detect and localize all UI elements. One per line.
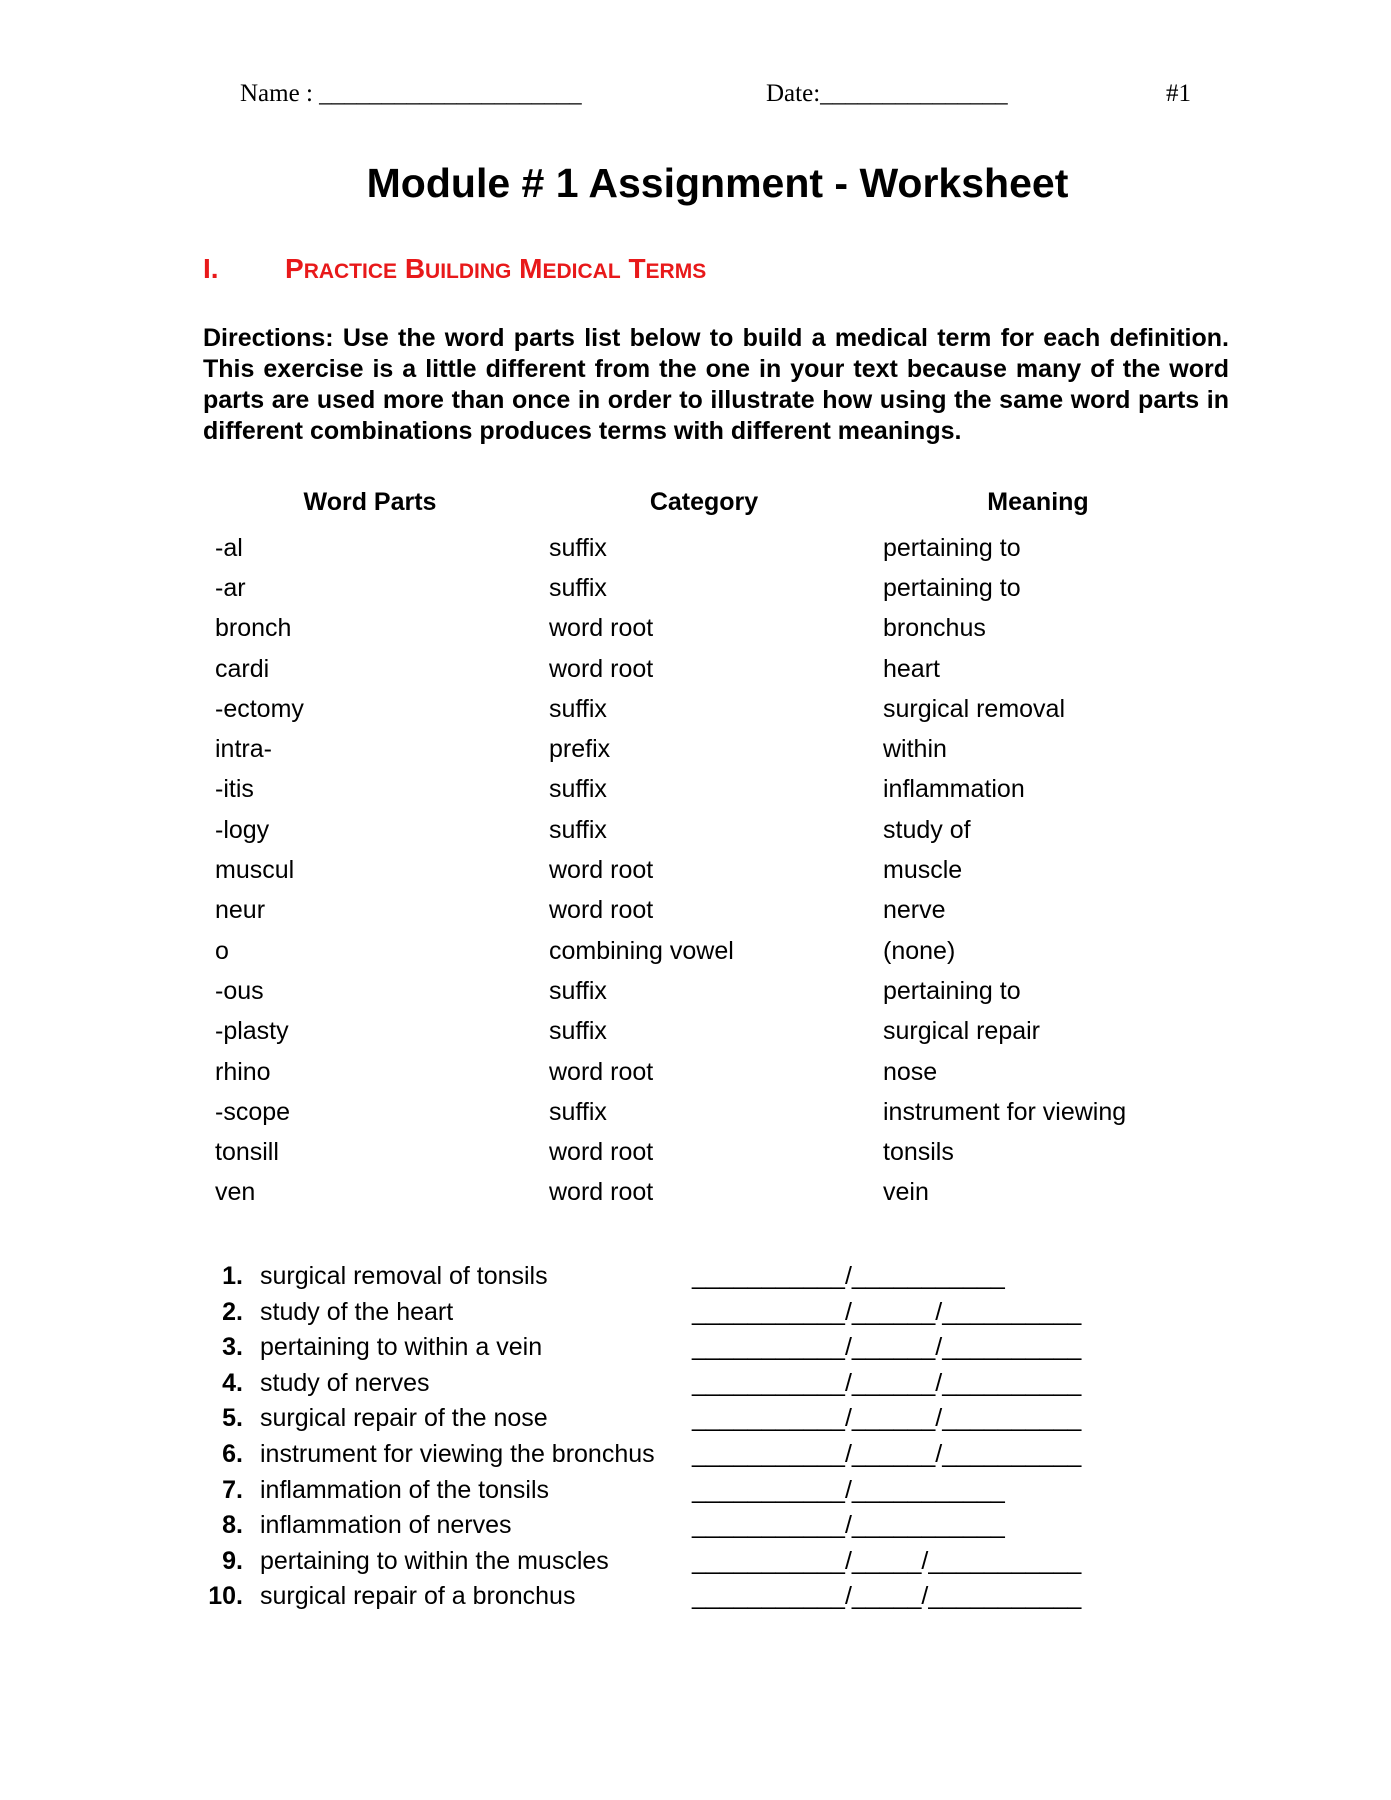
meaning-cell: study of — [883, 815, 971, 844]
category-cell: suffix — [549, 1097, 607, 1126]
meaning-cell: muscle — [883, 856, 963, 885]
question-text: surgical repair of a bronchus — [260, 1582, 576, 1611]
table-row — [203, 568, 1229, 608]
table-header — [203, 488, 1229, 528]
section-title-word: PRACTICE — [285, 253, 398, 284]
name-field[interactable] — [240, 80, 582, 108]
category-cell: suffix — [549, 694, 607, 723]
table-row — [203, 528, 1229, 568]
answer-blank[interactable]: ___________/_____/___________ — [692, 1546, 1082, 1575]
category-cell: word root — [549, 614, 654, 643]
word-part-cell: -scope — [215, 1097, 291, 1126]
question-text: study of nerves — [260, 1368, 430, 1397]
category-cell: word root — [549, 896, 654, 925]
table-row — [203, 689, 1229, 729]
section-title-word: MEDICAL — [519, 253, 621, 284]
meaning-cell: vein — [883, 1178, 929, 1207]
answer-blank[interactable]: ___________/___________ — [692, 1475, 1005, 1504]
word-part-cell: -al — [215, 533, 243, 562]
directions-text: Directions: Use the word parts list below to build a medical term for each definition. This exercise is a little different from the one in your text because many of the word parts are used more than once in order to illustrate how using the same word parts in different combinations produces terms with different meanings. — [203, 324, 1229, 445]
question-text: pertaining to within the muscles — [260, 1546, 609, 1575]
word-part-cell: tonsill — [215, 1138, 279, 1167]
category-cell: word root — [549, 1178, 654, 1207]
word-part-cell: bronch — [215, 614, 292, 643]
question-number: 8. — [222, 1511, 243, 1540]
meaning-cell: inflammation — [883, 775, 1025, 804]
table-row — [203, 1173, 1229, 1213]
answer-blank[interactable]: ___________/______/__________ — [692, 1297, 1082, 1326]
table-row — [203, 729, 1229, 769]
section-title — [285, 253, 706, 284]
column-header-category: Category — [649, 488, 759, 516]
question-number: 2. — [222, 1297, 243, 1326]
category-cell: suffix — [549, 775, 607, 804]
word-part-cell: rhino — [215, 1057, 271, 1086]
table-row — [203, 1132, 1229, 1172]
date-line[interactable]: _______________ — [820, 80, 1008, 107]
word-parts-table — [203, 488, 1229, 1213]
category-cell: word root — [549, 1138, 654, 1167]
meaning-cell: surgical removal — [883, 694, 1066, 723]
table-row — [203, 1052, 1229, 1092]
meaning-cell: pertaining to — [883, 533, 1021, 562]
category-cell: suffix — [549, 533, 607, 562]
category-cell: word root — [549, 1057, 654, 1086]
meaning-cell: pertaining to — [883, 976, 1021, 1005]
table-row — [203, 850, 1229, 890]
date-label: Date: — [766, 80, 821, 107]
meaning-cell: surgical repair — [883, 1017, 1041, 1046]
meaning-cell: heart — [883, 654, 940, 683]
table-row — [203, 891, 1229, 931]
meaning-cell: nerve — [883, 896, 946, 925]
section-title-word: TERMS — [628, 253, 707, 284]
category-cell: word root — [549, 856, 654, 885]
answer-blank[interactable]: ___________/___________ — [692, 1511, 1005, 1540]
section-title-word: BUILDING — [404, 253, 512, 284]
category-cell: suffix — [549, 1017, 607, 1046]
section-heading — [203, 253, 706, 285]
name-line[interactable]: _____________________ — [319, 80, 582, 107]
word-part-cell: o — [215, 936, 229, 965]
column-header-word-parts: Word Parts — [303, 488, 437, 516]
question-text: instrument for viewing the bronchus — [260, 1439, 655, 1468]
word-part-cell: cardi — [215, 654, 270, 683]
question-number: 9. — [222, 1546, 243, 1575]
answer-blank[interactable]: ___________/______/__________ — [692, 1404, 1082, 1433]
table-row — [203, 971, 1229, 1011]
category-cell: suffix — [549, 815, 607, 844]
category-cell: prefix — [549, 735, 611, 764]
date-field[interactable] — [766, 80, 1008, 108]
question-number: 10. — [208, 1582, 243, 1611]
question-text: inflammation of the tonsils — [260, 1475, 550, 1504]
question-number: 5. — [222, 1404, 243, 1433]
table-row — [203, 931, 1229, 971]
answer-blank[interactable]: ___________/_____/___________ — [692, 1582, 1082, 1611]
name-label: Name : — [240, 80, 313, 107]
word-part-cell: -ectomy — [215, 694, 304, 723]
meaning-cell: pertaining to — [883, 573, 1021, 602]
table-body — [203, 528, 1229, 1213]
question-number: 6. — [222, 1439, 243, 1468]
meaning-cell: within — [883, 735, 947, 764]
question-number: 7. — [222, 1475, 243, 1504]
answer-blank[interactable]: ___________/______/__________ — [692, 1368, 1082, 1397]
word-part-cell: -itis — [215, 775, 254, 804]
table-row — [203, 1092, 1229, 1132]
word-part-cell: -plasty — [215, 1017, 289, 1046]
question-text: inflammation of nerves — [260, 1511, 512, 1540]
word-part-cell: muscul — [215, 856, 295, 885]
meaning-cell: tonsils — [883, 1138, 954, 1167]
column-header-meaning: Meaning — [987, 488, 1089, 516]
word-part-cell: -ar — [215, 573, 246, 602]
section-numeral: I. — [203, 253, 219, 284]
question-text: surgical removal of tonsils — [260, 1262, 548, 1290]
question-number: 4. — [222, 1368, 243, 1397]
table-row — [203, 649, 1229, 689]
question-text: study of the heart — [260, 1297, 454, 1326]
answer-blank[interactable]: ___________/______/__________ — [692, 1333, 1082, 1362]
meaning-cell: instrument for viewing — [883, 1097, 1127, 1126]
question-number: 1. — [222, 1262, 243, 1290]
word-part-cell: ven — [215, 1178, 256, 1207]
answer-blank[interactable]: ___________/______/__________ — [692, 1439, 1082, 1468]
page-number: #1 — [1166, 80, 1191, 107]
table-row — [203, 609, 1229, 649]
word-part-cell: neur — [215, 896, 266, 925]
meaning-cell: nose — [883, 1057, 938, 1086]
category-cell: suffix — [549, 573, 607, 602]
meaning-cell: (none) — [883, 936, 956, 965]
category-cell: word root — [549, 654, 654, 683]
word-part-cell: intra- — [215, 735, 272, 764]
table-row — [203, 810, 1229, 850]
question-text: pertaining to within a vein — [260, 1333, 543, 1362]
meaning-cell: bronchus — [883, 614, 986, 643]
category-cell: combining vowel — [549, 936, 734, 965]
word-part-cell: -logy — [215, 815, 270, 844]
table-row — [203, 1012, 1229, 1052]
answer-blank[interactable]: ___________/___________ — [692, 1262, 1005, 1290]
category-cell: suffix — [549, 976, 607, 1005]
question-text: surgical repair of the nose — [260, 1404, 548, 1433]
question-number: 3. — [222, 1333, 243, 1362]
word-part-cell: -ous — [215, 976, 264, 1005]
table-row — [203, 770, 1229, 810]
page-title: Module # 1 Assignment - Worksheet — [366, 160, 1069, 206]
